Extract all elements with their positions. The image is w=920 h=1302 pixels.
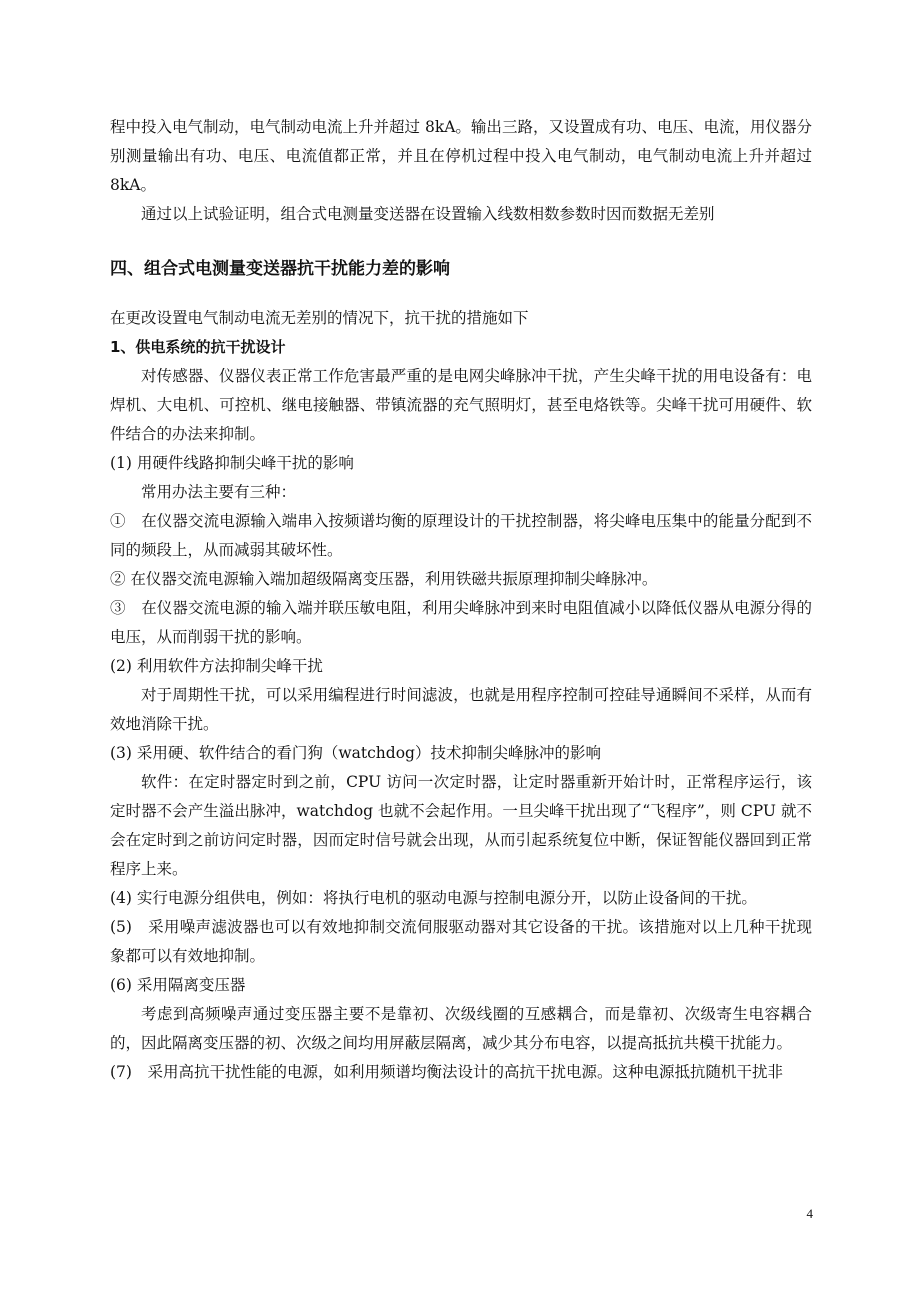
list-item-7: (7) 采用高抗干扰性能的电源，如利用频谱均衡法设计的高抗干扰电源。这种电源抵抗随机干扰非 <box>110 1063 783 1081</box>
list-item-5: (5) 采用噪声滤波器也可以有效地抑制交流伺服驱动器对其它设备的干扰。该措施对以上几种干扰现象都可以有效地抑制。 <box>110 918 812 965</box>
list-item-3: (3) 采用硬、软件结合的看门狗（watchdog）技术抑制尖峰脉冲的影响 <box>110 744 601 762</box>
method-item-3: ③ 在仪器交流电源的输入端并联压敏电阻，利用尖峰脉冲到来时电阻值减小以降低仪器从电源分得的电压，从而削弱干扰的影响。 <box>110 599 812 646</box>
list-item-6: (6) 采用隔离变压器 <box>110 976 246 994</box>
subsection-heading: 1、供电系统的抗干扰设计 <box>110 338 286 356</box>
spacer <box>110 229 812 255</box>
paragraph-software-filter: 对于周期性干扰，可以采用编程进行时间滤波，也就是用程序控制可控硅导通瞬间不采样，从而有效地消除干扰。 <box>110 686 812 733</box>
paragraph-test-conclusion: 通过以上试验证明，组合式电测量变送器在设置输入线数相数参数时因而数据无差别 <box>141 205 715 223</box>
paragraph-intro: 在更改设置电气制动电流无差别的情况下，抗干扰的措施如下 <box>110 309 529 327</box>
page-number: 4 <box>806 1206 813 1221</box>
paragraph-common-methods: 常用办法主要有三种： <box>141 483 297 501</box>
list-item-2: (2) 利用软件方法抑制尖峰干扰 <box>110 657 323 675</box>
page-body <box>110 113 812 1087</box>
spacer <box>110 284 812 304</box>
section-heading: 四、组合式电测量变送器抗干扰能力差的影响 <box>110 259 450 279</box>
paragraph-isolation-transformer: 考虑到高频噪声通过变压器主要不是靠初、次级线圈的互感耦合，而是靠初、次级寄生电容耦合的，因此隔离变压器的初、次级之间均用屏蔽层隔离，减少其分布电容，以提高抵抗共模干扰能力。 <box>110 1005 812 1052</box>
paragraph-test-result: 程中投入电气制动，电气制动电流上升并超过 8kA。输出三路，又设置成有功、电压、电流，用仪器分别测量输出有功、电压、电流值都正常，并且在停机过程中投入电气制动，电气制动电流上升并超过 8kA。 <box>110 118 812 194</box>
method-item-2: ② 在仪器交流电源输入端加超级隔离变压器，利用铁磁共振原理抑制尖峰脉冲。 <box>110 570 658 588</box>
paragraph-spike-interference: 对传感器、仪器仪表正常工作危害最严重的是电网尖峰脉冲干扰，产生尖峰干扰的用电设备有：电焊机、大电机、可控机、继电接触器、带镇流器的充气照明灯，甚至电烙铁等。尖峰干扰可用硬件、软件结合的办法来抑制。 <box>110 367 812 443</box>
list-item-1: (1) 用硬件线路抑制尖峰干扰的影响 <box>110 454 354 472</box>
list-item-4: (4) 实行电源分组供电，例如：将执行电机的驱动电源与控制电源分开，以防止设备间的干扰。 <box>110 889 757 907</box>
paragraph-watchdog: 软件：在定时器定时到之前，CPU 访问一次定时器，让定时器重新开始计时，正常程序运行，该定时器不会产生溢出脉冲，watchdog 也就不会起作用。一旦尖峰干扰出现了“飞程序”，则 CPU 就不会在定时到之前访问定时器，因而定时信号就会出现，从而引起系统复位中断，保证智能仪器回到正常程序上来。 <box>110 773 812 878</box>
method-item-1: ① 在仪器交流电源输入端串入按频谱均衡的原理设计的干扰控制器，将尖峰电压集中的能量分配到不同的频段上，从而减弱其破坏性。 <box>110 512 812 559</box>
